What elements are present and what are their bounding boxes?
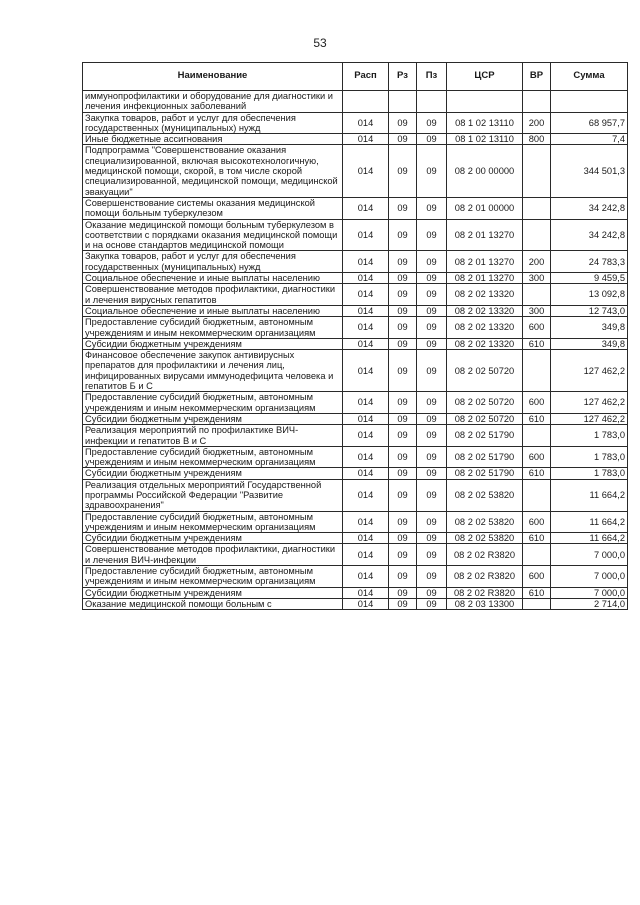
row-csr: 08 1 02 13110 (447, 134, 523, 145)
row-pz: 09 (417, 479, 447, 511)
row-sum: 127 462,2 (551, 350, 628, 392)
row-vr: 200 (523, 112, 551, 134)
row-csr (447, 91, 523, 113)
row-rasp: 014 (343, 145, 389, 197)
column-header-name: Наименование (83, 63, 343, 91)
row-rz: 09 (389, 338, 417, 349)
row-pz: 09 (417, 544, 447, 566)
table-row (83, 338, 628, 349)
row-csr: 08 2 02 R3820 (447, 587, 523, 598)
row-name: Закупка товаров, работ и услуг для обеспечения государственных (муниципальных) нужд (83, 251, 343, 273)
row-pz: 09 (417, 598, 447, 609)
row-rz: 09 (389, 544, 417, 566)
row-rasp: 014 (343, 338, 389, 349)
row-csr: 08 2 02 50720 (447, 413, 523, 424)
row-name: Предоставление субсидий бюджетным, автономным учреждениям и иным некоммерческим организациям (83, 566, 343, 588)
row-rasp: 014 (343, 511, 389, 533)
row-rasp: 014 (343, 598, 389, 609)
table-row (83, 425, 628, 447)
row-name: Иные бюджетные ассигнования (83, 134, 343, 145)
row-rz: 09 (389, 350, 417, 392)
row-rasp: 014 (343, 479, 389, 511)
row-rz: 09 (389, 533, 417, 544)
row-name: Субсидии бюджетным учреждениям (83, 587, 343, 598)
column-header-csr: ЦСР (447, 63, 523, 91)
row-rz: 09 (389, 587, 417, 598)
row-name: Субсидии бюджетным учреждениям (83, 533, 343, 544)
row-name: Реализация мероприятий по профилактике ВИЧ-инфекции и гепатитов В и С (83, 425, 343, 447)
row-vr (523, 284, 551, 306)
row-name: Совершенствование методов профилактики, диагностики и лечения ВИЧ-инфекции (83, 544, 343, 566)
row-pz: 09 (417, 284, 447, 306)
table-header-row (83, 63, 628, 91)
row-pz: 09 (417, 511, 447, 533)
row-rz: 09 (389, 273, 417, 284)
row-vr: 610 (523, 468, 551, 479)
row-name: Предоставление субсидий бюджетным, автономным учреждениям и иным некоммерческим организациям (83, 511, 343, 533)
row-vr: 800 (523, 134, 551, 145)
row-rz: 09 (389, 413, 417, 424)
row-rz: 09 (389, 598, 417, 609)
row-csr: 08 2 02 53820 (447, 511, 523, 533)
row-sum: 68 957,7 (551, 112, 628, 134)
row-name: Субсидии бюджетным учреждениям (83, 468, 343, 479)
row-sum: 1 783,0 (551, 425, 628, 447)
row-sum: 7 000,0 (551, 587, 628, 598)
table-row (83, 145, 628, 197)
page-number: 53 (313, 36, 327, 50)
row-pz: 09 (417, 587, 447, 598)
row-rz: 09 (389, 392, 417, 414)
row-pz: 09 (417, 219, 447, 251)
row-sum: 344 501,3 (551, 145, 628, 197)
row-sum: 7 000,0 (551, 566, 628, 588)
row-rasp: 014 (343, 317, 389, 339)
row-pz: 09 (417, 468, 447, 479)
row-name: Предоставление субсидий бюджетным, автономным учреждениям и иным некоммерческим организациям (83, 446, 343, 468)
row-sum (551, 91, 628, 113)
row-vr: 300 (523, 305, 551, 316)
row-rasp: 014 (343, 413, 389, 424)
row-pz: 09 (417, 338, 447, 349)
row-rz: 09 (389, 566, 417, 588)
row-pz: 09 (417, 273, 447, 284)
row-sum: 12 743,0 (551, 305, 628, 316)
table-row (83, 91, 628, 113)
row-rasp: 014 (343, 350, 389, 392)
table-row (83, 273, 628, 284)
row-csr: 08 2 02 53820 (447, 479, 523, 511)
row-pz: 09 (417, 566, 447, 588)
table-row (83, 350, 628, 392)
row-csr: 08 2 02 50720 (447, 350, 523, 392)
row-csr: 08 2 02 51790 (447, 425, 523, 447)
row-rasp: 014 (343, 566, 389, 588)
row-vr (523, 219, 551, 251)
table-row (83, 305, 628, 316)
table-row (83, 251, 628, 273)
row-rasp: 014 (343, 284, 389, 306)
row-pz: 09 (417, 145, 447, 197)
column-header-pz: Пз (417, 63, 447, 91)
row-vr: 610 (523, 338, 551, 349)
row-pz: 09 (417, 134, 447, 145)
row-name: Социальное обеспечение и иные выплаты населению (83, 273, 343, 284)
row-sum: 11 664,2 (551, 533, 628, 544)
row-csr: 08 2 01 13270 (447, 273, 523, 284)
row-csr: 08 2 02 51790 (447, 446, 523, 468)
row-vr: 600 (523, 317, 551, 339)
row-rasp: 014 (343, 251, 389, 273)
column-header-rz: Рз (389, 63, 417, 91)
row-vr: 600 (523, 566, 551, 588)
row-vr (523, 598, 551, 609)
table-row (83, 598, 628, 609)
row-rasp: 014 (343, 197, 389, 219)
row-pz (417, 91, 447, 113)
row-sum: 127 462,2 (551, 392, 628, 414)
row-sum: 349,8 (551, 338, 628, 349)
row-vr: 600 (523, 446, 551, 468)
row-rasp: 014 (343, 468, 389, 479)
row-rz: 09 (389, 468, 417, 479)
row-sum: 1 783,0 (551, 446, 628, 468)
row-name: Субсидии бюджетным учреждениям (83, 413, 343, 424)
table-row (83, 468, 628, 479)
row-sum: 9 459,5 (551, 273, 628, 284)
row-vr: 610 (523, 587, 551, 598)
row-name: Подпрограмма "Совершенствование оказания специализированной, включая высокотехнологичную, медицинской помощи, скорой, в том числе скорой специализированной, медицинской помощи, медицинской эвакуации" (83, 145, 343, 197)
row-vr: 200 (523, 251, 551, 273)
row-csr: 08 2 02 50720 (447, 392, 523, 414)
table-row (83, 392, 628, 414)
table-row (83, 197, 628, 219)
row-rasp: 014 (343, 544, 389, 566)
table-row (83, 511, 628, 533)
row-rasp: 014 (343, 305, 389, 316)
row-vr: 610 (523, 533, 551, 544)
row-csr: 08 2 02 R3820 (447, 566, 523, 588)
row-sum: 11 664,2 (551, 511, 628, 533)
row-pz: 09 (417, 350, 447, 392)
row-name: Финансовое обеспечение закупок антивирусных препаратов для профилактики и лечения лиц, инфицированных вирусами иммунодефицита человека и гепатитов Б и С (83, 350, 343, 392)
row-csr: 08 2 02 13320 (447, 317, 523, 339)
row-csr: 08 2 02 53820 (447, 533, 523, 544)
row-rasp: 014 (343, 446, 389, 468)
row-sum: 7 000,0 (551, 544, 628, 566)
row-vr: 300 (523, 273, 551, 284)
table-row (83, 533, 628, 544)
row-name: Предоставление субсидий бюджетным, автономным учреждениям и иным некоммерческим организациям (83, 317, 343, 339)
table-row (83, 284, 628, 306)
row-rasp: 014 (343, 134, 389, 145)
row-rz: 09 (389, 251, 417, 273)
row-sum: 127 462,2 (551, 413, 628, 424)
row-sum: 34 242,8 (551, 219, 628, 251)
row-name: Реализация отдельных мероприятий Государственной программы Российской Федерации "Развитие здравоохранения" (83, 479, 343, 511)
row-csr: 08 2 01 00000 (447, 197, 523, 219)
row-name: Оказание медицинской помощи больным с (83, 598, 343, 609)
row-name: Оказание медицинской помощи больным туберкулезом в соответствии с порядками оказания медицинской помощи и на основе стандартов медицинской помощи (83, 219, 343, 251)
row-sum: 34 242,8 (551, 197, 628, 219)
row-rasp: 014 (343, 219, 389, 251)
row-csr: 08 2 02 R3820 (447, 544, 523, 566)
row-rz: 09 (389, 197, 417, 219)
row-csr: 08 2 02 13320 (447, 305, 523, 316)
row-rz: 09 (389, 305, 417, 316)
row-name: Социальное обеспечение и иные выплаты населению (83, 305, 343, 316)
row-csr: 08 2 02 51790 (447, 468, 523, 479)
row-name: Предоставление субсидий бюджетным, автономным учреждениям и иным некоммерческим организациям (83, 392, 343, 414)
row-sum: 349,8 (551, 317, 628, 339)
table-row (83, 112, 628, 134)
row-rz: 09 (389, 425, 417, 447)
row-sum: 24 783,3 (551, 251, 628, 273)
row-csr: 08 2 01 13270 (447, 219, 523, 251)
row-rz: 09 (389, 479, 417, 511)
column-header-vr: ВР (523, 63, 551, 91)
table-row (83, 219, 628, 251)
row-rz (389, 91, 417, 113)
row-csr: 08 2 01 13270 (447, 251, 523, 273)
row-rz: 09 (389, 134, 417, 145)
row-rasp: 014 (343, 533, 389, 544)
row-pz: 09 (417, 317, 447, 339)
row-pz: 09 (417, 305, 447, 316)
row-vr: 600 (523, 511, 551, 533)
row-sum: 2 714,0 (551, 598, 628, 609)
row-sum: 11 664,2 (551, 479, 628, 511)
row-vr: 600 (523, 392, 551, 414)
row-pz: 09 (417, 413, 447, 424)
row-name: иммунопрофилактики и оборудование для диагностики и лечения инфекционных заболеваний (83, 91, 343, 113)
row-csr: 08 2 00 00000 (447, 145, 523, 197)
table-row (83, 446, 628, 468)
row-vr (523, 197, 551, 219)
budget-table (82, 62, 628, 610)
row-vr (523, 91, 551, 113)
table-row (83, 479, 628, 511)
row-rz: 09 (389, 219, 417, 251)
row-csr: 08 2 03 13300 (447, 598, 523, 609)
row-name: Субсидии бюджетным учреждениям (83, 338, 343, 349)
row-rz: 09 (389, 145, 417, 197)
row-rasp: 014 (343, 273, 389, 284)
row-rz: 09 (389, 284, 417, 306)
row-name: Совершенствование системы оказания медицинской помощи больным туберкулезом (83, 197, 343, 219)
row-pz: 09 (417, 251, 447, 273)
table-row (83, 134, 628, 145)
row-rasp: 014 (343, 112, 389, 134)
row-vr (523, 145, 551, 197)
row-vr (523, 544, 551, 566)
row-vr (523, 479, 551, 511)
table-row (83, 587, 628, 598)
row-vr (523, 425, 551, 447)
row-rasp: 014 (343, 392, 389, 414)
row-name: Закупка товаров, работ и услуг для обеспечения государственных (муниципальных) нужд (83, 112, 343, 134)
row-csr: 08 2 02 13320 (447, 338, 523, 349)
table-body (83, 91, 628, 610)
table-row (83, 413, 628, 424)
table-row (83, 317, 628, 339)
row-vr: 610 (523, 413, 551, 424)
row-pz: 09 (417, 112, 447, 134)
row-vr (523, 350, 551, 392)
table-row (83, 544, 628, 566)
row-rasp: 014 (343, 587, 389, 598)
row-sum: 7,4 (551, 134, 628, 145)
row-csr: 08 1 02 13110 (447, 112, 523, 134)
row-pz: 09 (417, 425, 447, 447)
row-rasp: 014 (343, 425, 389, 447)
row-pz: 09 (417, 533, 447, 544)
row-sum: 1 783,0 (551, 468, 628, 479)
row-name: Совершенствование методов профилактики, диагностики и лечения вирусных гепатитов (83, 284, 343, 306)
row-rz: 09 (389, 446, 417, 468)
row-rz: 09 (389, 511, 417, 533)
row-rz: 09 (389, 112, 417, 134)
row-pz: 09 (417, 446, 447, 468)
column-header-sum: Сумма (551, 63, 628, 91)
table-row (83, 566, 628, 588)
row-rasp (343, 91, 389, 113)
row-sum: 13 092,8 (551, 284, 628, 306)
row-pz: 09 (417, 392, 447, 414)
row-rz: 09 (389, 317, 417, 339)
row-pz: 09 (417, 197, 447, 219)
column-header-rasp: Расп (343, 63, 389, 91)
row-csr: 08 2 02 13320 (447, 284, 523, 306)
